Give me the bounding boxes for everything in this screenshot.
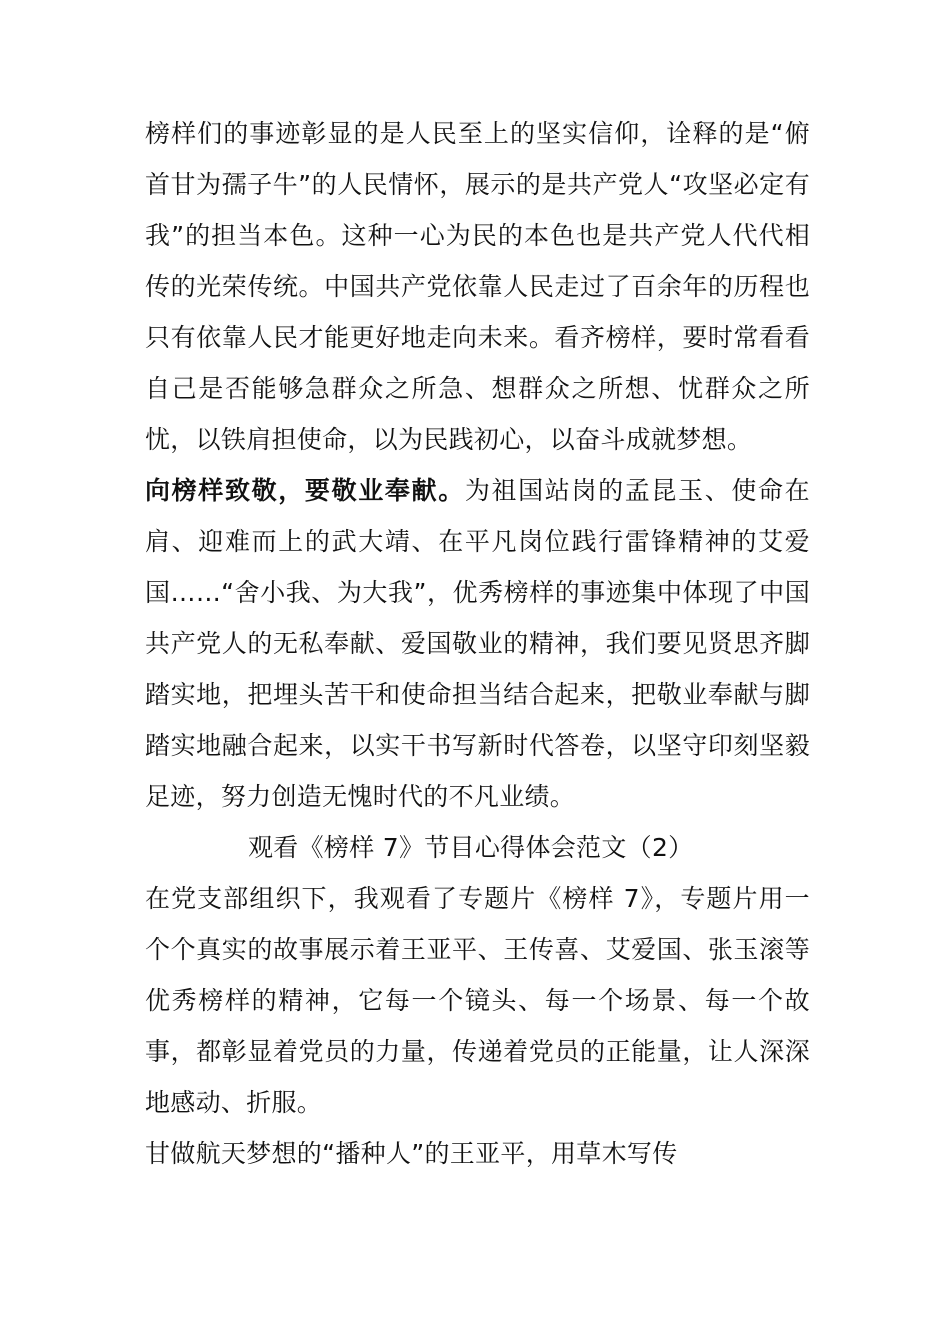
paragraph-lead-heading: 向榜样致敬，要敬业奉献。 bbox=[145, 476, 465, 505]
paragraph-dedication-body: 为祖国站岗的孟昆玉、使命在肩、迎难而上的武大靖、在平凡岗位践行雷锋精神的艾爱国……“舍小我、为大我”，优秀榜样的事迹集中体现了中国共产党人的无私奉献、爱国敬业的精神，我们要见贤思齐脚踏实地，把埋头苦干和使命担当结合起来，把敬业奉献与脚踏实地融合起来，以实干书写新时代答卷，以坚守印刻坚毅足迹，努力创造无愧时代的不凡业绩。 bbox=[145, 476, 810, 811]
paragraph-role-models-faith: 榜样们的事迹彰显的是人民至上的坚实信仰，诠释的是“俯首甘为孺子牛”的人民情怀，展示的是共产党人“攻坚必定有我”的担当本色。这种一心为民的本色也是共产党人代代相传的光荣传统。中国共产党依靠人民走过了百余年的历程也只有依靠人民才能更好地走向未来。看齐榜样，要时常看看自己是否能够急群众之所急、想群众之所想、忧群众之所忧，以铁肩担使命，以为民践初心，以奋斗成就梦想。 bbox=[145, 119, 810, 454]
section-title: 观看《榜样 7》节目心得体会范文（2） bbox=[248, 833, 694, 862]
paragraph-watching-program: 在党支部组织下，我观看了专题片《榜样 7》，专题片用一个个真实的故事展示着王亚平、王传喜、艾爱国、张玉滚等优秀榜样的精神，它每一个镜头、每一个场景、每一个故事，都彰显着党员的力量，传递着党员的正能量，让人深深地感动、折服。 bbox=[145, 884, 810, 1117]
document-page bbox=[145, 108, 810, 1179]
paragraph-wang-yaping: 甘做航天梦想的“播种人”的王亚平，用草木写传 bbox=[145, 1139, 678, 1168]
paragraph-dedication bbox=[145, 465, 810, 822]
